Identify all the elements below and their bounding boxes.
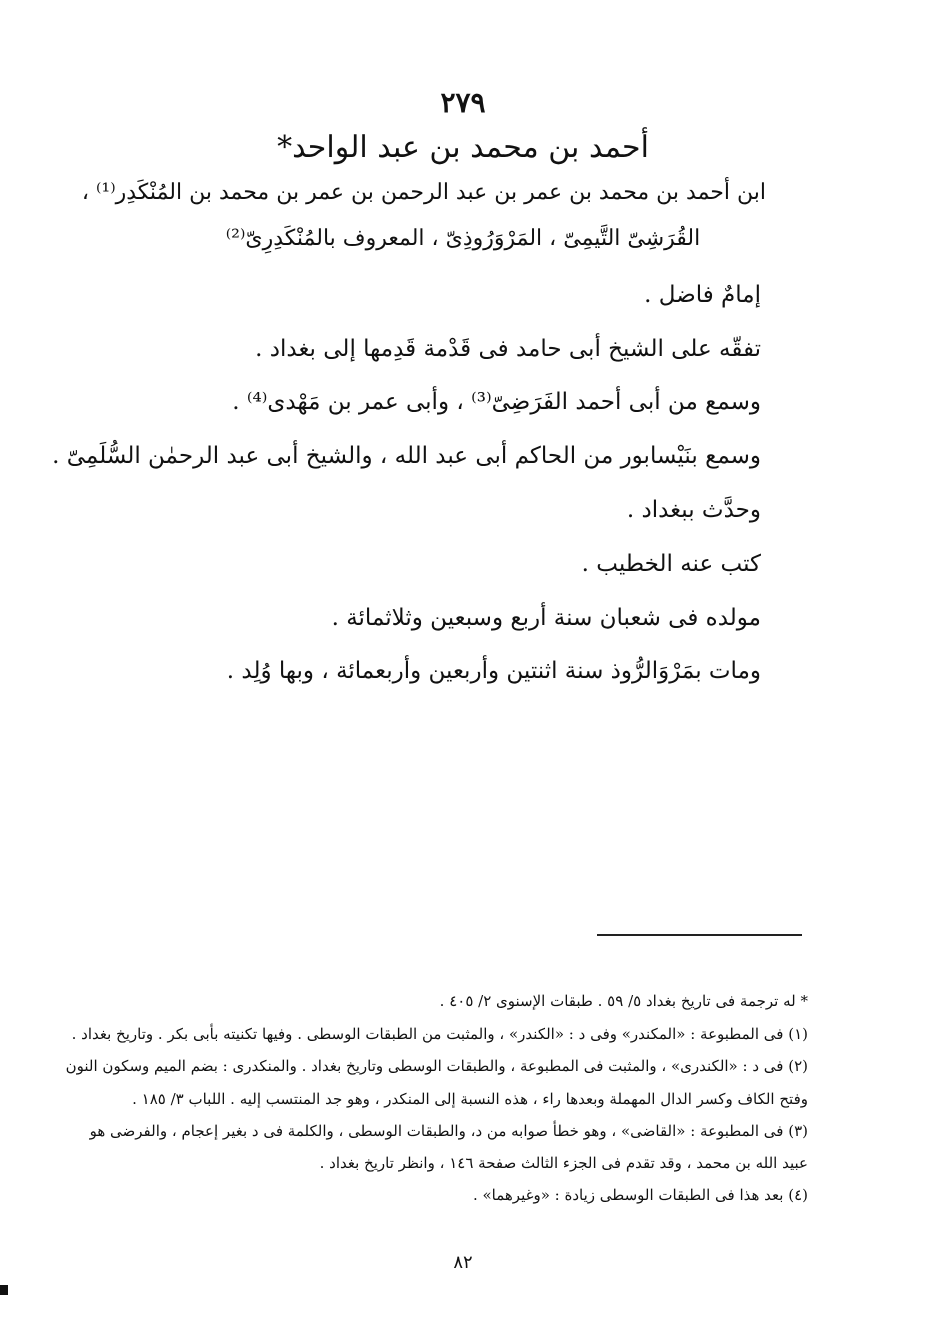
footnote-line: وفتح الكاف وكسر الدال المهملة وبعدها راء ، هذه النسبة إلى المنكدر ، وهو جد المنتسب إليه . اللباب ٣/ ١٨٥ . — [132, 1090, 808, 1108]
footnote-line: (١) فى المطبوعة : «المكندر» وفى د : «الكندر» ، والمثبت من الطبقات الوسطى . وفيها تكنيته بأبى بكر . وتاريخ بغداد . — [71, 1025, 808, 1043]
lineage-line-1: ابن أحمد بن محمد بن عمر بن عبد الرحمن بن عمر بن محمد بن المُنْكَدِر⁽¹⁾ ، — [81, 180, 766, 205]
footnote-line: (٢) فى د : «الكندرى» ، والمثبت فى المطبوعة ، والطبقات الوسطى وتاريخ بغداد . والمنكدرى : بضم الميم وسكون النون — [65, 1057, 808, 1075]
body-line: تفقّه على الشيخ أبى حامد فى قَدْمة قَدِمها إلى بغداد . — [255, 336, 761, 362]
footnote-line: * له ترجمة فى تاريخ بغداد ٥/ ٥٩ . طبقات الإسنوى ٢/ ٤٠٥ . — [439, 992, 808, 1010]
lineage-line-2: القُرَشِىّ التَّيمِىّ ، المَرْوَرُوذِىّ ، المعروف بالمُنْكَدِرِىّ⁽²⁾ — [225, 226, 701, 251]
page-number: ٨٢ — [453, 1252, 473, 1273]
footnote-line: عبيد الله بن محمد ، وقد تقدم فى الجزء الثالث صفحة ١٤٦ ، وانظر تاريخ بغداد . — [319, 1154, 808, 1172]
body-line: وسمع من أبى أحمد الفَرَضِىّ⁽³⁾ ، وأبى عمر بن مَهْدى⁽⁴⁾ . — [232, 389, 761, 415]
footnote-line: (٤) بعد هذا فى الطبقات الوسطى زيادة : «وغيرهما» . — [472, 1186, 808, 1204]
body-line: ومات بمَرْوَالرُّوذ سنة اثنتين وأربعين وأربعمائة ، وبها وُلِد . — [226, 658, 761, 684]
entry-number: ٢٧٩ — [440, 86, 486, 119]
footnote-divider — [597, 934, 802, 936]
body-line: مولده فى شعبان سنة أربع وسبعين وثلاثمائة . — [331, 605, 761, 631]
scan-edge-mark — [0, 1285, 8, 1295]
footnote-line: (٣) فى المطبوعة : «القاضى» ، وهو خطأ صوابه من د، والطبقات الوسطى ، والكلمة فى د بغير إعجام ، والفرضى هو — [89, 1122, 808, 1140]
body-line: كتب عنه الخطيب . — [581, 551, 761, 577]
body-line: إمامٌ فاضل . — [644, 282, 761, 308]
body-line: وسمع بنَيْسابور من الحاكم أبى عبد الله ، والشيخ أبى عبد الرحمٰن السُّلَمِىّ . — [52, 443, 761, 469]
entry-title: أحمد بن محمد بن عبد الواحد* — [277, 130, 649, 165]
body-line: وحدَّث ببغداد . — [626, 497, 761, 523]
